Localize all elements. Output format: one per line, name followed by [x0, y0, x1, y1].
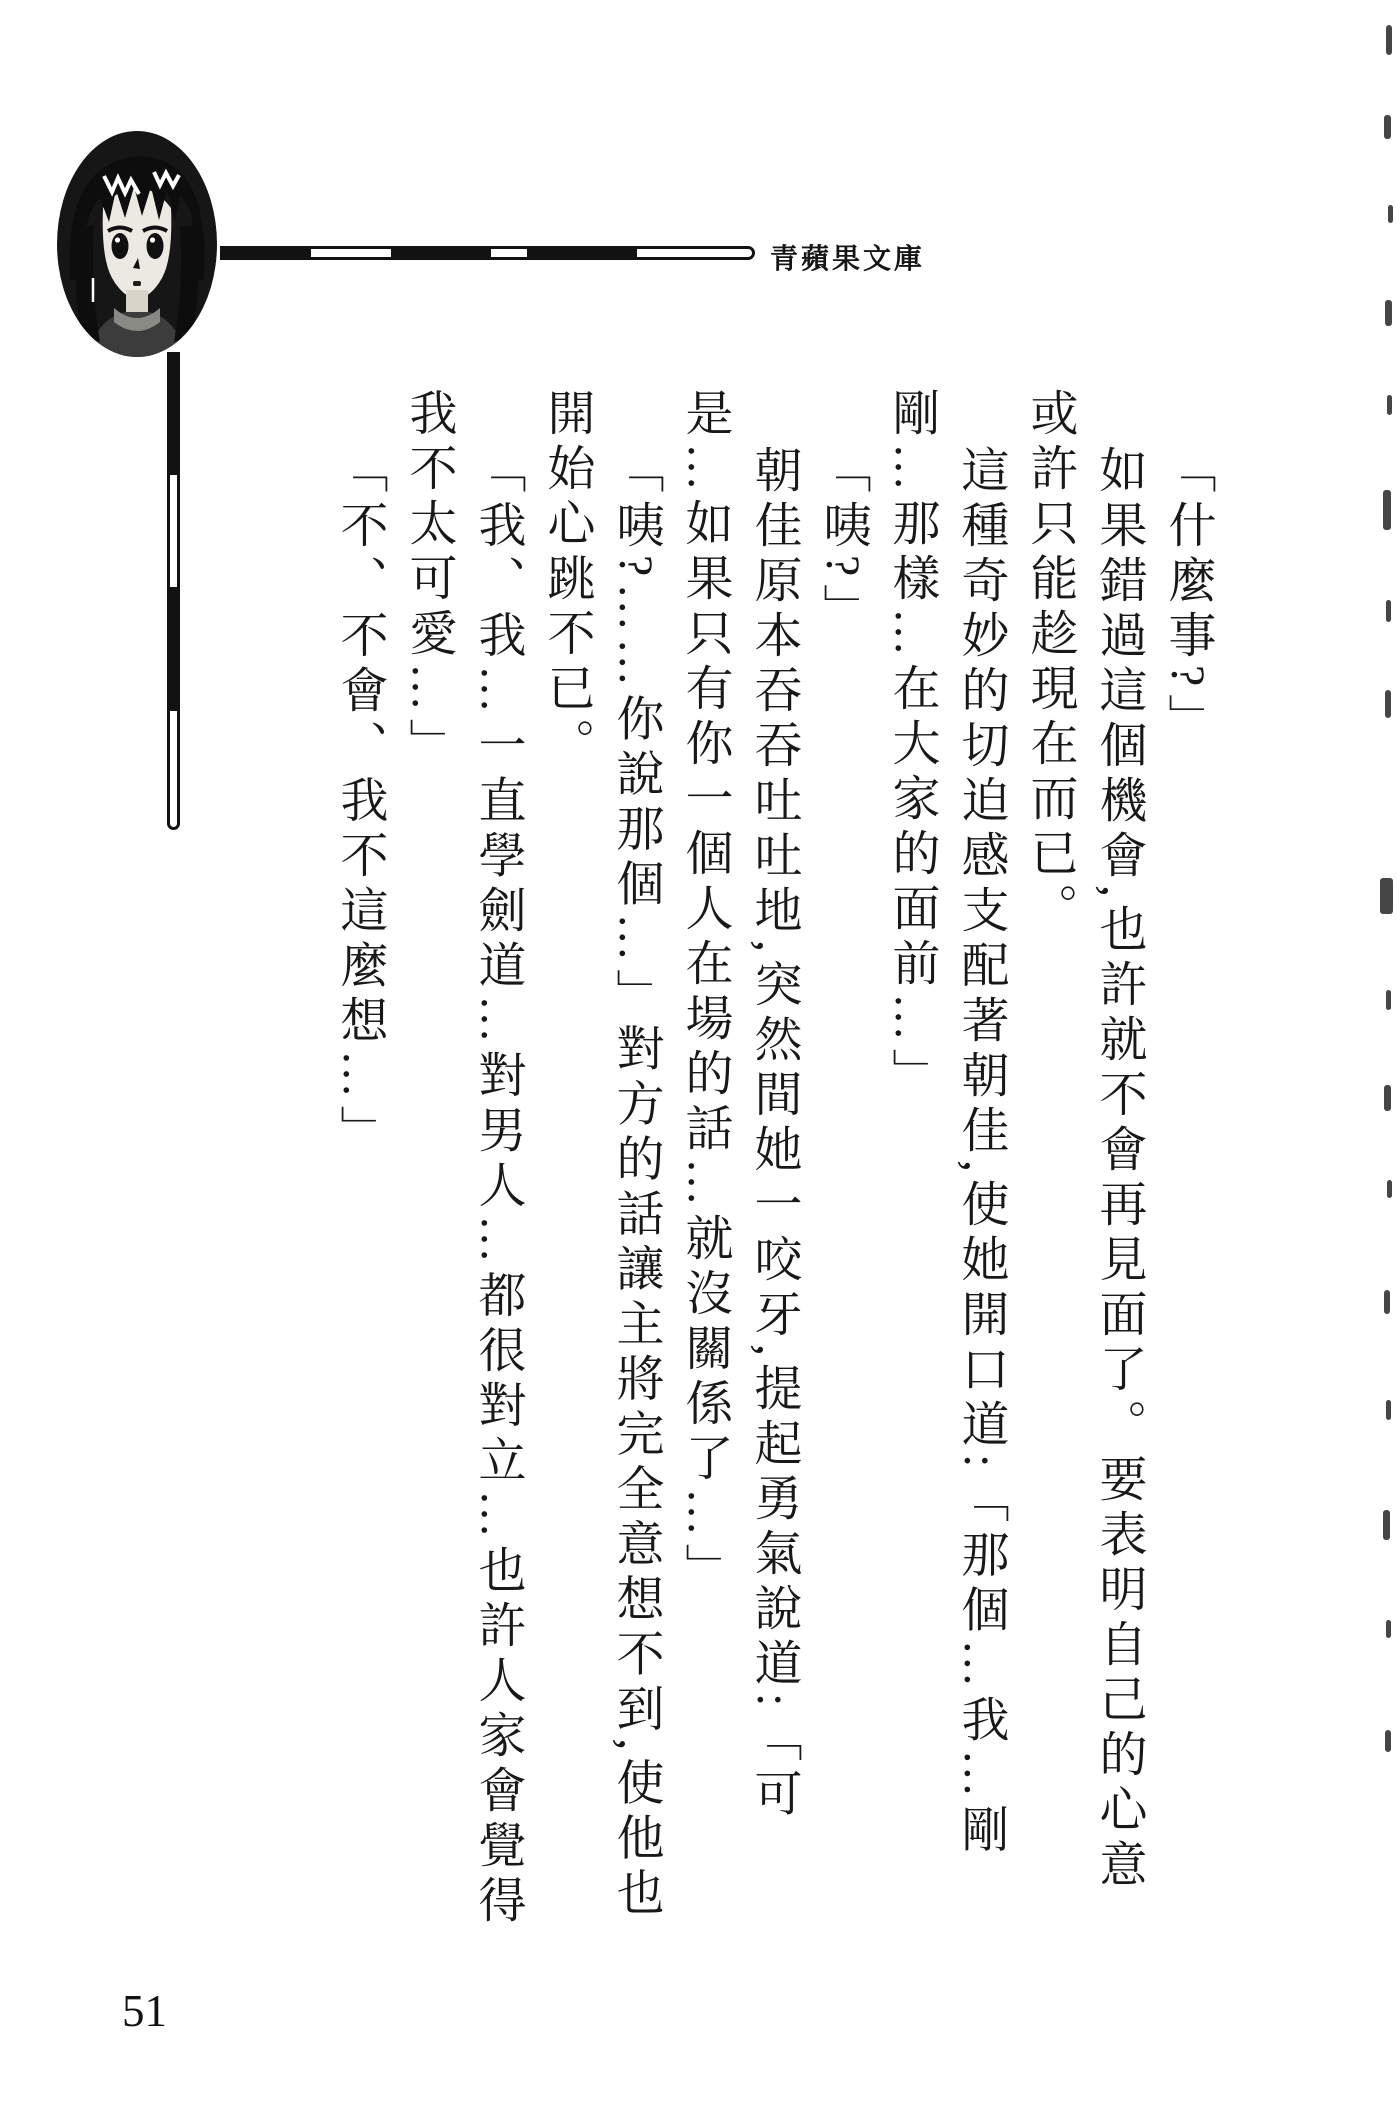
- rule-segment: [634, 246, 755, 260]
- rule-segment: [394, 246, 488, 260]
- rule-segment: [488, 246, 530, 260]
- text-column: 「咦?」: [816, 445, 869, 639]
- header-rule-vertical: [167, 352, 180, 830]
- imprint-label: 青蘋果文庫: [770, 244, 926, 275]
- text-column: 我不太可愛…」: [402, 388, 455, 773]
- text-column: 「咦?……你說那個…」對方的話讓主將完全意想不到,使他也: [609, 445, 662, 1923]
- rule-segment: [167, 472, 180, 590]
- rule-segment: [308, 246, 394, 260]
- text-column: 朝佳原本吞吞吐吐地,突然間她一咬牙,提起勇氣說道:「可: [747, 445, 800, 1824]
- rule-segment: [530, 246, 634, 260]
- text-column: 剛…那樣…在大家的面前…」: [885, 388, 938, 1103]
- header-rule-horizontal: [220, 246, 755, 260]
- text-column: 開始心跳不已。: [540, 388, 593, 773]
- text-column: 「不、不會、我不這麼想…」: [333, 445, 386, 1160]
- text-column: 「我、我…一直學劍道…對男人…都很對立…也許人家會覺得: [471, 445, 524, 1930]
- text-column: 是…如果只有你一個人在場的話…就沒關係了…」: [678, 388, 731, 1598]
- page-number: 51: [122, 1986, 167, 2036]
- text-column: 「什麼事?」: [1161, 445, 1214, 749]
- text-column: 如果錯過這個機會,也許就不會再見面了。要表明自己的心意: [1092, 445, 1145, 1894]
- novel-text-block: [325, 388, 1222, 1948]
- text-column: 這種奇妙的切迫感支配著朝佳,使她開口道:「那個…我…剛: [954, 445, 1007, 1860]
- girl-portrait-illustration: [56, 130, 218, 358]
- rule-segment: [167, 590, 180, 708]
- text-column: 或許只能趁現在而已。: [1023, 388, 1076, 938]
- rule-segment: [167, 708, 180, 830]
- rule-segment: [220, 246, 308, 260]
- rule-segment: [167, 352, 180, 472]
